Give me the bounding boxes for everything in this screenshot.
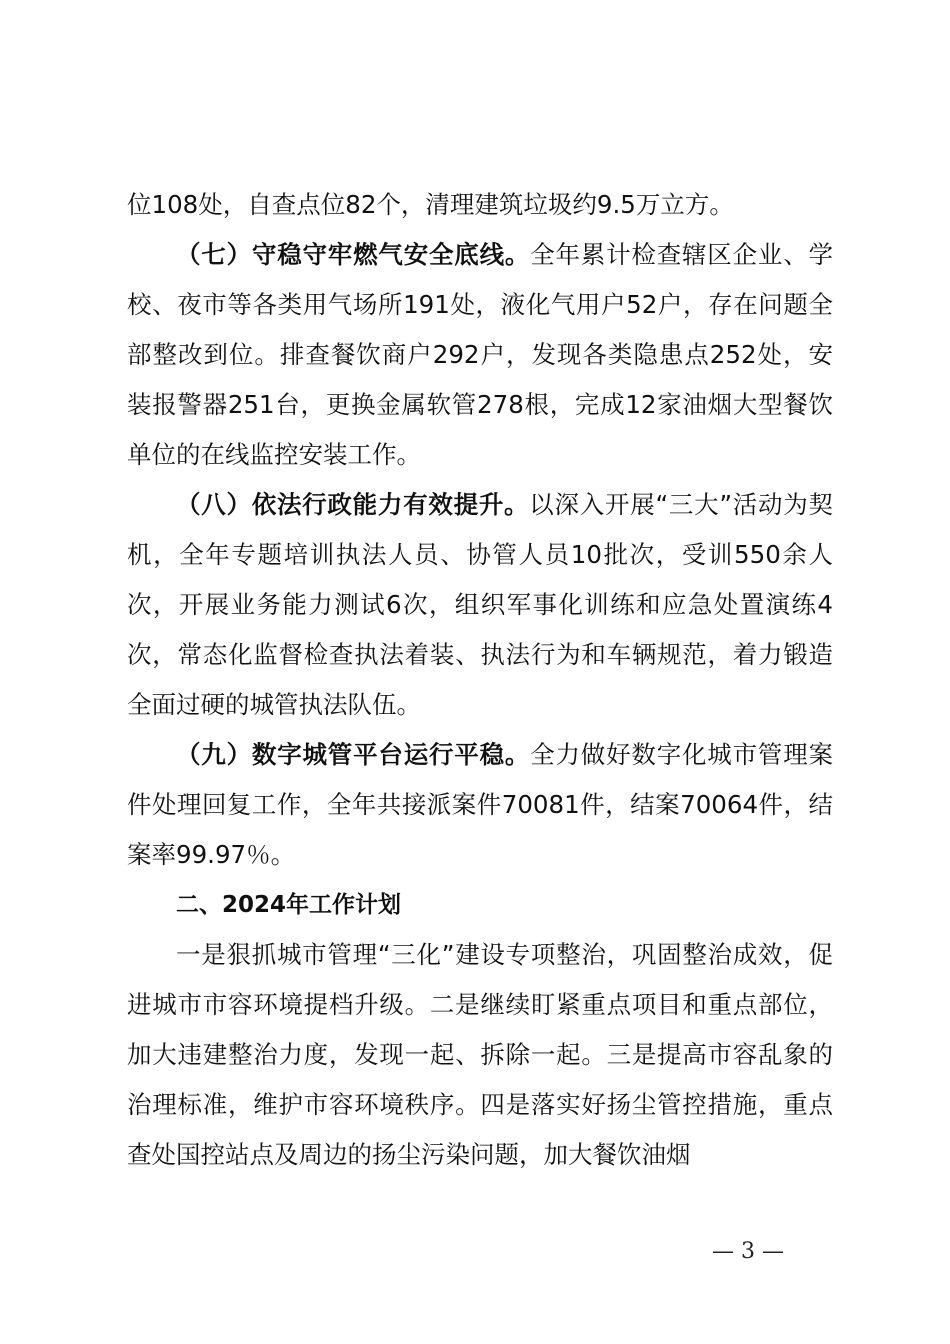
paragraph-lead: （八）依法行政能力有效提升。 <box>176 490 530 519</box>
paragraph-text: 全年累计检查辖区企业、学校、夜市等各类用气场所191处，液化气用户52户，存在问题全部整改到位。排查餐饮商户292户，发现各类隐患点252处，安装报警器251台，更换金属软管278根，完成12家油烟大型餐饮单位的在线监控安装工作。 <box>127 240 834 469</box>
paragraph-digital-platform <box>127 730 833 880</box>
paragraph-lead: （七）守稳守牢燃气安全底线。 <box>176 240 531 269</box>
section-heading: 二、2024年工作计划 <box>176 892 402 918</box>
paragraph-gas-safety <box>127 230 833 480</box>
paragraph-text: 位108处，自查点位82个，清理建筑垃圾约9.5万立方。 <box>127 190 734 219</box>
paragraph-lead: （九）数字城管平台运行平稳。 <box>176 740 531 769</box>
paragraph-text: 一是狠抓城市管理“三化”建设专项整治，巩固整治成效，促进城市市容环境提档升级。二是继续盯紧重点项目和重点部位，加大违建整治力度，发现一起、拆除一起。三是提高市容乱象的治理标准，维护市容环境秩序。四是落实好扬尘管控措施，重点查处国控站点及周边的扬尘污染问题，加大餐饮油烟 <box>127 940 833 1169</box>
paragraph-work-plan <box>127 930 833 1180</box>
paragraph-text: 全力做好数字化城市管理案件处理回复工作，全年共接派案件70081件，结案70064件，结案率99.97％。 <box>127 740 834 869</box>
paragraph-continuation <box>127 180 833 230</box>
paragraph-law-enforcement <box>127 480 833 730</box>
page-number: — 3 — <box>712 1239 784 1264</box>
document-body <box>127 180 833 1180</box>
paragraph-text: 以深入开展“三大”活动为契机，全年专题培训执法人员、协管人员10批次，受训550余人次，开展业务能力测试6次，组织军事化训练和应急处置演练4次，常态化监督检查执法着装、执法行为和车辆规范，着力锻造全面过硬的城管执法队伍。 <box>127 490 834 719</box>
